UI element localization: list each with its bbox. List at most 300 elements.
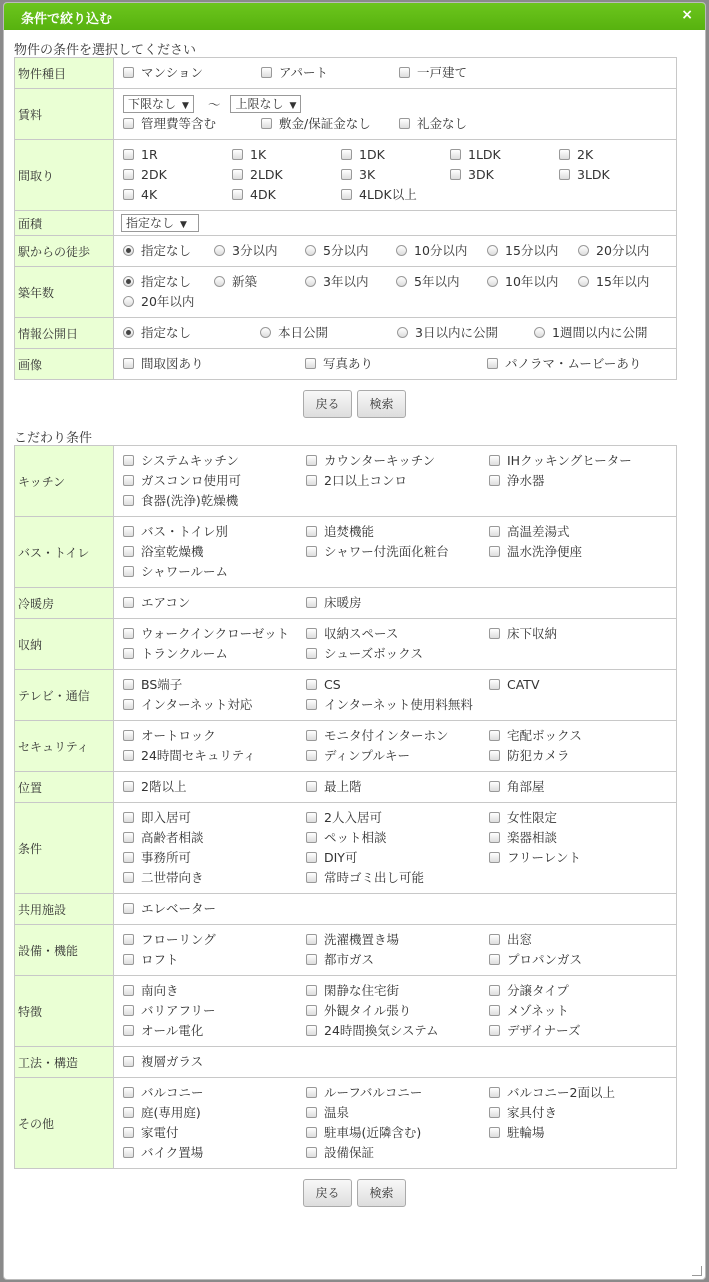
table-row	[15, 267, 677, 318]
checkbox[interactable]	[123, 149, 134, 160]
option-label: 敷金/保証金なし	[279, 116, 371, 131]
checkbox-option[interactable]	[399, 63, 537, 83]
checkbox[interactable]	[306, 730, 317, 741]
checkbox[interactable]	[123, 455, 134, 466]
checkbox-option[interactable]	[306, 675, 489, 695]
area-select[interactable]	[121, 214, 199, 232]
checkbox-option[interactable]	[306, 868, 489, 888]
checkbox-option[interactable]	[489, 777, 672, 797]
option-label: 最上階	[324, 779, 362, 794]
checkbox-option[interactable]	[123, 354, 305, 374]
checkbox-option[interactable]	[489, 1103, 672, 1123]
option-label: フリーレント	[507, 850, 581, 865]
row-label: その他	[15, 1078, 114, 1169]
checkbox[interactable]	[489, 985, 500, 996]
checkbox[interactable]	[341, 189, 352, 200]
option-label: 二世帯向き	[141, 870, 204, 885]
checkbox-option[interactable]	[487, 354, 669, 374]
checkbox[interactable]	[489, 1127, 500, 1138]
checkbox-option[interactable]	[489, 451, 672, 471]
checkbox[interactable]	[489, 1025, 500, 1036]
checkbox-option[interactable]	[123, 808, 306, 828]
checkbox[interactable]	[489, 526, 500, 537]
radio-button[interactable]	[534, 327, 545, 338]
radio-button[interactable]	[487, 276, 498, 287]
checkbox-option[interactable]	[123, 114, 261, 134]
checkbox[interactable]	[123, 812, 134, 823]
checkbox[interactable]	[306, 1025, 317, 1036]
checkbox-option[interactable]	[123, 593, 306, 613]
checkbox-option[interactable]	[489, 848, 672, 868]
checkbox[interactable]	[123, 872, 134, 883]
option-label: バス・トイレ別	[141, 524, 228, 539]
checkbox[interactable]	[306, 852, 317, 863]
checkbox[interactable]	[489, 455, 500, 466]
checkbox[interactable]	[399, 118, 410, 129]
search-button[interactable]: 検索	[357, 390, 405, 418]
checkbox-option[interactable]	[123, 726, 306, 746]
radio-option[interactable]	[305, 272, 396, 292]
option-label: BS端子	[141, 677, 183, 692]
option-label: 管理費等含む	[141, 116, 217, 131]
checkbox-option[interactable]	[489, 726, 672, 746]
option-label: 南向き	[141, 983, 179, 998]
radio-button[interactable]	[396, 245, 407, 256]
checkbox-option[interactable]	[306, 471, 489, 491]
checkbox-option[interactable]	[123, 522, 306, 542]
checkbox[interactable]	[489, 1005, 500, 1016]
checkbox-option[interactable]	[306, 1083, 489, 1103]
checkbox-option[interactable]	[123, 1123, 306, 1143]
checkbox-option[interactable]	[489, 950, 672, 970]
checkbox[interactable]	[341, 149, 352, 160]
checkbox-option[interactable]	[306, 981, 489, 1001]
checkbox-option[interactable]	[123, 145, 232, 165]
option-label: ルーフバルコニー	[324, 1085, 423, 1100]
radio-button[interactable]	[487, 245, 498, 256]
checkbox-option[interactable]	[341, 165, 450, 185]
radio-button[interactable]	[123, 245, 134, 256]
table-row	[15, 1078, 677, 1169]
checkbox[interactable]	[489, 1107, 500, 1118]
radio-option[interactable]	[123, 323, 260, 343]
row-label: 位置	[15, 772, 114, 803]
checkbox[interactable]	[306, 1005, 317, 1016]
checkbox[interactable]	[305, 358, 316, 369]
radio-option[interactable]	[214, 241, 305, 261]
checkbox[interactable]	[123, 1127, 134, 1138]
checkbox[interactable]	[450, 149, 461, 160]
options-group	[123, 1052, 676, 1072]
checkbox-option[interactable]	[306, 593, 489, 613]
checkbox-option[interactable]	[306, 542, 489, 562]
table-row	[15, 318, 677, 349]
checkbox[interactable]	[123, 730, 134, 741]
checkbox[interactable]	[123, 169, 134, 180]
checkbox-option[interactable]	[489, 1123, 672, 1143]
checkbox[interactable]	[123, 852, 134, 863]
option-label: 間取図あり	[141, 356, 204, 371]
chevron-down-icon: ▼	[180, 220, 187, 230]
checkbox[interactable]	[306, 954, 317, 965]
checkbox-option[interactable]	[123, 899, 306, 919]
option-label: 床下収納	[507, 626, 558, 641]
checkbox[interactable]	[123, 1056, 134, 1067]
radio-option[interactable]	[487, 272, 578, 292]
checkbox-option[interactable]	[559, 165, 668, 185]
checkbox-option[interactable]	[261, 63, 399, 83]
option-label: 3LDK	[577, 167, 610, 182]
radio-button[interactable]	[305, 245, 316, 256]
checkbox[interactable]	[489, 934, 500, 945]
option-label: 常時ゴミ出し可能	[324, 870, 425, 885]
option-label: 本日公開	[278, 325, 329, 340]
checkbox[interactable]	[306, 679, 317, 690]
radio-button[interactable]	[123, 296, 134, 307]
row-label: 工法・構造	[15, 1047, 114, 1078]
radio-option[interactable]	[305, 241, 396, 261]
chevron-down-icon: ▼	[289, 101, 297, 111]
checkbox-option[interactable]	[123, 1103, 306, 1123]
radio-option[interactable]	[578, 272, 669, 292]
checkbox-option[interactable]	[489, 930, 672, 950]
checkbox-option[interactable]	[261, 114, 399, 134]
checkbox[interactable]	[489, 628, 500, 639]
checkbox-option[interactable]	[399, 114, 537, 134]
checkbox-option[interactable]	[306, 624, 489, 644]
checkbox-option[interactable]	[123, 542, 306, 562]
radio-option[interactable]	[396, 241, 487, 261]
row-value	[114, 619, 677, 670]
checkbox-option[interactable]	[123, 828, 306, 848]
checkbox[interactable]	[489, 832, 500, 843]
checkbox-option[interactable]	[489, 522, 672, 542]
radio-option[interactable]	[397, 323, 534, 343]
checkbox[interactable]	[123, 1147, 134, 1158]
checkbox-option[interactable]	[306, 451, 489, 471]
rent-max-select[interactable]	[230, 95, 301, 113]
radio-option[interactable]	[260, 323, 397, 343]
search-button[interactable]: 検索	[357, 1179, 405, 1207]
checkbox[interactable]	[306, 832, 317, 843]
row-value	[114, 140, 677, 211]
checkbox[interactable]	[489, 475, 500, 486]
table-row	[15, 517, 677, 588]
checkbox-option[interactable]	[489, 624, 672, 644]
radio-option[interactable]	[534, 323, 671, 343]
checkbox-option[interactable]	[123, 746, 306, 766]
checkbox[interactable]	[306, 1107, 317, 1118]
checkbox[interactable]	[306, 934, 317, 945]
checkbox[interactable]	[306, 872, 317, 883]
checkbox[interactable]	[123, 1005, 134, 1016]
checkbox-option[interactable]	[306, 808, 489, 828]
option-label: モニタ付インターホン	[324, 728, 449, 743]
row-value	[114, 670, 677, 721]
radio-option[interactable]	[214, 272, 305, 292]
checkbox-option[interactable]	[123, 1143, 306, 1163]
checkbox[interactable]	[306, 985, 317, 996]
option-label: 2LDK	[250, 167, 283, 182]
option-label: 温水洗浄便座	[507, 544, 583, 559]
checkbox-option[interactable]	[123, 1083, 306, 1103]
radio-button[interactable]	[123, 327, 134, 338]
checkbox[interactable]	[306, 781, 317, 792]
checkbox-option[interactable]	[489, 675, 672, 695]
checkbox-option[interactable]	[123, 777, 306, 797]
radio-button[interactable]	[123, 276, 134, 287]
checkbox[interactable]	[123, 699, 134, 710]
checkbox-option[interactable]	[306, 522, 489, 542]
option-label: 写真あり	[323, 356, 374, 371]
radio-button[interactable]	[397, 327, 408, 338]
row-label: テレビ・通信	[15, 670, 114, 721]
checkbox-option[interactable]	[306, 695, 489, 715]
row-value	[114, 517, 677, 588]
checkbox[interactable]	[489, 546, 500, 557]
close-icon[interactable]: ×	[681, 7, 693, 23]
checkbox[interactable]	[123, 118, 134, 129]
radio-option[interactable]	[123, 241, 214, 261]
checkbox-option[interactable]	[489, 981, 672, 1001]
checkbox-option[interactable]	[450, 145, 559, 165]
checkbox-option[interactable]	[123, 1021, 306, 1041]
row-label: 設備・機能	[15, 925, 114, 976]
checkbox[interactable]	[123, 358, 134, 369]
checkbox-option[interactable]	[123, 868, 306, 888]
basic-conditions-heading: 物件の条件を選択してください	[14, 43, 197, 58]
radio-option[interactable]	[578, 241, 669, 261]
checkbox-option[interactable]	[306, 1143, 489, 1163]
radio-option[interactable]	[123, 292, 214, 312]
checkbox-option[interactable]	[306, 848, 489, 868]
checkbox-option[interactable]	[306, 777, 489, 797]
select-value: 上限なし	[235, 97, 284, 111]
checkbox[interactable]	[123, 628, 134, 639]
checkbox[interactable]	[489, 812, 500, 823]
checkbox[interactable]	[232, 149, 243, 160]
checkbox[interactable]	[341, 169, 352, 180]
checkbox[interactable]	[123, 903, 134, 914]
checkbox-option[interactable]	[123, 63, 261, 83]
checkbox-option[interactable]	[123, 562, 306, 582]
option-label: インターネット対応	[141, 697, 253, 712]
checkbox-option[interactable]	[123, 675, 306, 695]
radio-button[interactable]	[214, 276, 225, 287]
checkbox[interactable]	[399, 67, 410, 78]
checkbox-option[interactable]	[123, 491, 306, 511]
checkbox[interactable]	[261, 118, 272, 129]
radio-button[interactable]	[305, 276, 316, 287]
options-group	[123, 522, 676, 582]
checkbox[interactable]	[306, 628, 317, 639]
checkbox-option[interactable]	[489, 808, 672, 828]
checkbox-option[interactable]	[123, 624, 306, 644]
checkbox-option[interactable]	[341, 145, 450, 165]
row-label: セキュリティ	[15, 721, 114, 772]
checkbox-option[interactable]	[306, 828, 489, 848]
checkbox-option[interactable]	[123, 165, 232, 185]
checkbox[interactable]	[123, 985, 134, 996]
checkbox[interactable]	[123, 597, 134, 608]
checkbox[interactable]	[123, 1025, 134, 1036]
radio-option[interactable]	[396, 272, 487, 292]
checkbox[interactable]	[489, 954, 500, 965]
table-row	[15, 925, 677, 976]
checkbox-option[interactable]	[123, 1052, 306, 1072]
checkbox[interactable]	[306, 475, 317, 486]
checkbox-option[interactable]	[232, 165, 341, 185]
radio-button[interactable]	[260, 327, 271, 338]
option-label: トランクルーム	[141, 646, 228, 661]
checkbox[interactable]	[306, 1127, 317, 1138]
checkbox[interactable]	[123, 475, 134, 486]
checkbox-option[interactable]	[489, 746, 672, 766]
checkbox[interactable]	[306, 597, 317, 608]
checkbox-option[interactable]	[489, 471, 672, 491]
checkbox[interactable]	[559, 169, 570, 180]
checkbox[interactable]	[306, 455, 317, 466]
rent-min-select[interactable]	[123, 95, 194, 113]
checkbox[interactable]	[123, 566, 134, 577]
checkbox-option[interactable]	[306, 950, 489, 970]
checkbox-option[interactable]	[341, 185, 450, 205]
checkbox[interactable]	[489, 679, 500, 690]
checkbox[interactable]	[489, 781, 500, 792]
resize-handle[interactable]	[692, 1266, 702, 1276]
checkbox[interactable]	[232, 169, 243, 180]
checkbox[interactable]	[306, 648, 317, 659]
option-label: シャワー付洗面化粧台	[324, 544, 449, 559]
checkbox[interactable]	[306, 1087, 317, 1098]
checkbox[interactable]	[123, 648, 134, 659]
checkbox[interactable]	[559, 149, 570, 160]
option-label: 浴室乾燥機	[141, 544, 204, 559]
checkbox-option[interactable]	[306, 1123, 489, 1143]
option-label: 2DK	[141, 167, 167, 182]
checkbox[interactable]	[123, 679, 134, 690]
back-button[interactable]: 戻る	[303, 1179, 351, 1207]
row-label: 間取り	[15, 140, 114, 211]
checkbox-option[interactable]	[123, 848, 306, 868]
checkbox-option[interactable]	[123, 695, 306, 715]
button-bar-bottom	[4, 1179, 705, 1207]
checkbox[interactable]	[306, 699, 317, 710]
checkbox-option[interactable]	[123, 471, 306, 491]
checkbox[interactable]	[123, 781, 134, 792]
checkbox-option[interactable]	[306, 644, 489, 664]
checkbox-option[interactable]	[489, 1021, 672, 1041]
option-label: 庭(専用庭)	[141, 1105, 201, 1120]
checkbox[interactable]	[306, 750, 317, 761]
checkbox[interactable]	[123, 67, 134, 78]
option-label: オートロック	[141, 728, 216, 743]
row-label: 画像	[15, 349, 114, 380]
checkbox-option[interactable]	[306, 1103, 489, 1123]
back-button[interactable]: 戻る	[303, 390, 351, 418]
checkbox-option[interactable]	[489, 1001, 672, 1021]
checkbox-option[interactable]	[232, 185, 341, 205]
checkbox-option[interactable]	[123, 644, 306, 664]
checkbox[interactable]	[489, 1087, 500, 1098]
checkbox[interactable]	[487, 358, 498, 369]
checkbox-option[interactable]	[306, 726, 489, 746]
checkbox[interactable]	[123, 526, 134, 537]
checkbox[interactable]	[123, 832, 134, 843]
checkbox-option[interactable]	[232, 145, 341, 165]
select-value: 指定なし	[126, 216, 175, 230]
checkbox-option[interactable]	[306, 746, 489, 766]
radio-button[interactable]	[214, 245, 225, 256]
table-row	[15, 670, 677, 721]
row-value	[114, 89, 677, 140]
option-label: 20年以内	[141, 294, 195, 309]
option-label: 20分以内	[596, 243, 650, 258]
checkbox[interactable]	[306, 1147, 317, 1158]
checkbox[interactable]	[123, 934, 134, 945]
checkbox[interactable]	[123, 954, 134, 965]
dialog-header	[4, 3, 705, 30]
option-label: 10年以内	[505, 274, 559, 289]
checkbox[interactable]	[123, 495, 134, 506]
checkbox[interactable]	[489, 730, 500, 741]
checkbox[interactable]	[123, 1107, 134, 1118]
checkbox[interactable]	[489, 852, 500, 863]
checkbox[interactable]	[306, 812, 317, 823]
option-label: 3DK	[468, 167, 494, 182]
option-label: 4LDK以上	[359, 187, 417, 202]
checkbox-option[interactable]	[306, 930, 489, 950]
radio-button[interactable]	[396, 276, 407, 287]
checkbox[interactable]	[123, 546, 134, 557]
checkbox-option[interactable]	[305, 354, 487, 374]
checkbox-option[interactable]	[123, 451, 306, 471]
option-label: 24時間セキュリティ	[141, 748, 256, 763]
radio-option[interactable]	[487, 241, 578, 261]
option-label: 女性限定	[507, 810, 558, 825]
checkbox[interactable]	[306, 546, 317, 557]
options-group	[123, 675, 676, 715]
checkbox-option[interactable]	[123, 1001, 306, 1021]
checkbox[interactable]	[489, 750, 500, 761]
checkbox[interactable]	[261, 67, 272, 78]
checkbox-option[interactable]	[123, 930, 306, 950]
checkbox-option[interactable]	[123, 981, 306, 1001]
radio-button[interactable]	[578, 245, 589, 256]
checkbox[interactable]	[232, 189, 243, 200]
radio-button[interactable]	[578, 276, 589, 287]
checkbox[interactable]	[123, 750, 134, 761]
option-label: 礼金なし	[417, 116, 468, 131]
checkbox[interactable]	[450, 169, 461, 180]
option-label: 1K	[250, 147, 267, 162]
checkbox-option[interactable]	[306, 1021, 489, 1041]
checkbox-option[interactable]	[450, 165, 559, 185]
checkbox-option[interactable]	[306, 1001, 489, 1021]
checkbox-option[interactable]	[489, 828, 672, 848]
checkbox-option[interactable]	[559, 145, 668, 165]
checkbox[interactable]	[306, 526, 317, 537]
row-value	[114, 318, 677, 349]
checkbox-option[interactable]	[123, 185, 232, 205]
checkbox[interactable]	[123, 1087, 134, 1098]
checkbox[interactable]	[123, 189, 134, 200]
checkbox-option[interactable]	[489, 1083, 672, 1103]
option-label: パノラマ・ムービーあり	[505, 356, 642, 371]
checkbox-option[interactable]	[123, 950, 306, 970]
checkbox-option[interactable]	[489, 542, 672, 562]
radio-option[interactable]	[123, 272, 214, 292]
